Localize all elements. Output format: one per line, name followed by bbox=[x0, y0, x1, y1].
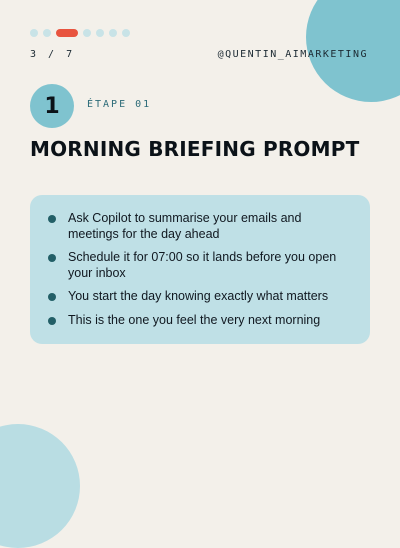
progress-dot bbox=[109, 29, 117, 37]
progress-dot bbox=[83, 29, 91, 37]
bullet-dot-icon bbox=[48, 293, 56, 301]
slide-title: MORNING BRIEFING PROMPT bbox=[30, 137, 360, 161]
bullet-dot-icon bbox=[48, 254, 56, 262]
list-item bbox=[48, 313, 352, 329]
bullet-dot-icon bbox=[48, 215, 56, 223]
progress-dot bbox=[96, 29, 104, 37]
list-item bbox=[48, 250, 352, 281]
step-number-badge bbox=[30, 84, 74, 128]
author-handle: @QUENTIN_AIMARKETING bbox=[217, 49, 368, 60]
step-number: 1 bbox=[44, 93, 60, 119]
progress-dot bbox=[30, 29, 38, 37]
bullet-dot-icon bbox=[48, 317, 56, 325]
list-item bbox=[48, 289, 352, 305]
list-item-text: You start the day knowing exactly what matters bbox=[68, 289, 329, 303]
decorative-circle-bottom-left bbox=[0, 424, 80, 548]
tips-card bbox=[30, 195, 370, 344]
list-item-text: This is the one you feel the very next morning bbox=[68, 312, 321, 327]
slide-progress-dots bbox=[30, 29, 130, 37]
tips-list bbox=[48, 211, 352, 328]
list-item-text: Schedule it for 07:00 so it lands before you open your inbox bbox=[68, 250, 337, 280]
progress-dot bbox=[43, 29, 51, 37]
list-item-text: Ask Copilot to summarise your emails and meetings for the day ahead bbox=[68, 211, 302, 241]
progress-dot bbox=[122, 29, 130, 37]
progress-dot-active bbox=[56, 29, 78, 37]
slide-counter: 3 / 7 bbox=[30, 49, 76, 60]
step-label: ÉTAPE 01 bbox=[87, 99, 152, 110]
list-item bbox=[48, 211, 352, 242]
